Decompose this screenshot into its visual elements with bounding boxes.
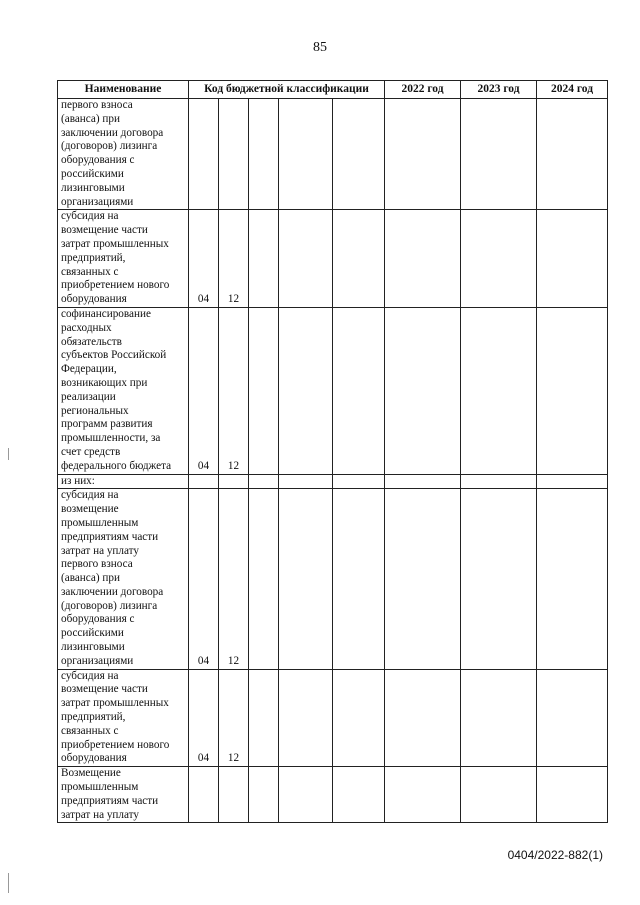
row-name: субсидия на возмещение части затрат промышленных предприятий, связанных с приобретением нового оборудования — [58, 669, 189, 767]
value-2022 — [385, 489, 461, 669]
value-2022 — [385, 99, 461, 210]
row-name: Возмещение промышленным предприятиям части затрат на уплату — [58, 767, 189, 823]
code-expense-type — [279, 489, 333, 669]
value-2023 — [461, 474, 537, 489]
code-section: 04 — [189, 307, 219, 474]
scan-edge-mark — [8, 873, 9, 893]
code-target-article — [249, 307, 279, 474]
value-2023 — [461, 767, 537, 823]
code-expense-type — [279, 669, 333, 767]
code-target-article — [249, 767, 279, 823]
row-name: из них: — [58, 474, 189, 489]
table-row — [58, 669, 608, 767]
code-expense-type — [279, 307, 333, 474]
code-section — [189, 474, 219, 489]
header-budget-code: Код бюджетной классификации — [189, 81, 385, 99]
value-2022 — [385, 767, 461, 823]
code-target-article — [249, 99, 279, 210]
header-2024: 2024 год — [537, 81, 608, 99]
table-row — [58, 489, 608, 669]
code-section — [189, 767, 219, 823]
row-name: софинансирование расходных обязательств субъектов Российской Федерации, возникающих при реализации региональных программ развития промышленности, за счет средств федерального бюджета — [58, 307, 189, 474]
value-2022 — [385, 669, 461, 767]
code-subsection: 12 — [219, 669, 249, 767]
value-2024 — [537, 307, 608, 474]
table-row — [58, 307, 608, 474]
page-number: 85 — [313, 40, 327, 55]
value-2023 — [461, 307, 537, 474]
value-2023 — [461, 210, 537, 308]
value-2024 — [537, 489, 608, 669]
code-extra — [333, 99, 385, 210]
row-name: субсидия на возмещение промышленным предприятиям части затрат на уплату первого взноса (аванса) при заключении договора (договоров) лизинга оборудования с российскими лизинговыми организациями — [58, 489, 189, 669]
document-file-number: 0404/2022-882(1) — [507, 848, 603, 862]
table-row — [58, 474, 608, 489]
code-expense-type — [279, 767, 333, 823]
value-2022 — [385, 210, 461, 308]
header-2023: 2023 год — [461, 81, 537, 99]
value-2024 — [537, 210, 608, 308]
code-subsection — [219, 99, 249, 210]
header-name: Наименование — [58, 81, 189, 99]
table-row — [58, 210, 608, 308]
row-name: субсидия на возмещение части затрат промышленных предприятий, связанных с приобретением нового оборудования — [58, 210, 189, 308]
value-2024 — [537, 767, 608, 823]
code-target-article — [249, 489, 279, 669]
code-subsection — [219, 474, 249, 489]
code-target-article — [249, 669, 279, 767]
value-2023 — [461, 669, 537, 767]
table-header-row — [58, 81, 608, 99]
code-subsection: 12 — [219, 489, 249, 669]
value-2024 — [537, 99, 608, 210]
code-subsection — [219, 767, 249, 823]
table-body — [58, 99, 608, 823]
code-extra — [333, 307, 385, 474]
budget-table — [57, 80, 608, 823]
value-2024 — [537, 474, 608, 489]
code-extra — [333, 489, 385, 669]
code-section: 04 — [189, 489, 219, 669]
code-expense-type — [279, 474, 333, 489]
value-2022 — [385, 474, 461, 489]
value-2022 — [385, 307, 461, 474]
code-expense-type — [279, 210, 333, 308]
code-expense-type — [279, 99, 333, 210]
code-extra — [333, 767, 385, 823]
value-2023 — [461, 99, 537, 210]
code-target-article — [249, 210, 279, 308]
value-2024 — [537, 669, 608, 767]
code-section: 04 — [189, 210, 219, 308]
code-section: 04 — [189, 669, 219, 767]
table-row — [58, 99, 608, 210]
code-subsection: 12 — [219, 210, 249, 308]
code-extra — [333, 474, 385, 489]
code-extra — [333, 669, 385, 767]
row-name: первого взноса (аванса) при заключении договора (договоров) лизинга оборудования с российскими лизинговыми организациями — [58, 99, 189, 210]
scan-edge-mark — [8, 448, 9, 460]
table-row — [58, 767, 608, 823]
value-2023 — [461, 489, 537, 669]
code-extra — [333, 210, 385, 308]
code-section — [189, 99, 219, 210]
header-2022: 2022 год — [385, 81, 461, 99]
code-target-article — [249, 474, 279, 489]
code-subsection: 12 — [219, 307, 249, 474]
